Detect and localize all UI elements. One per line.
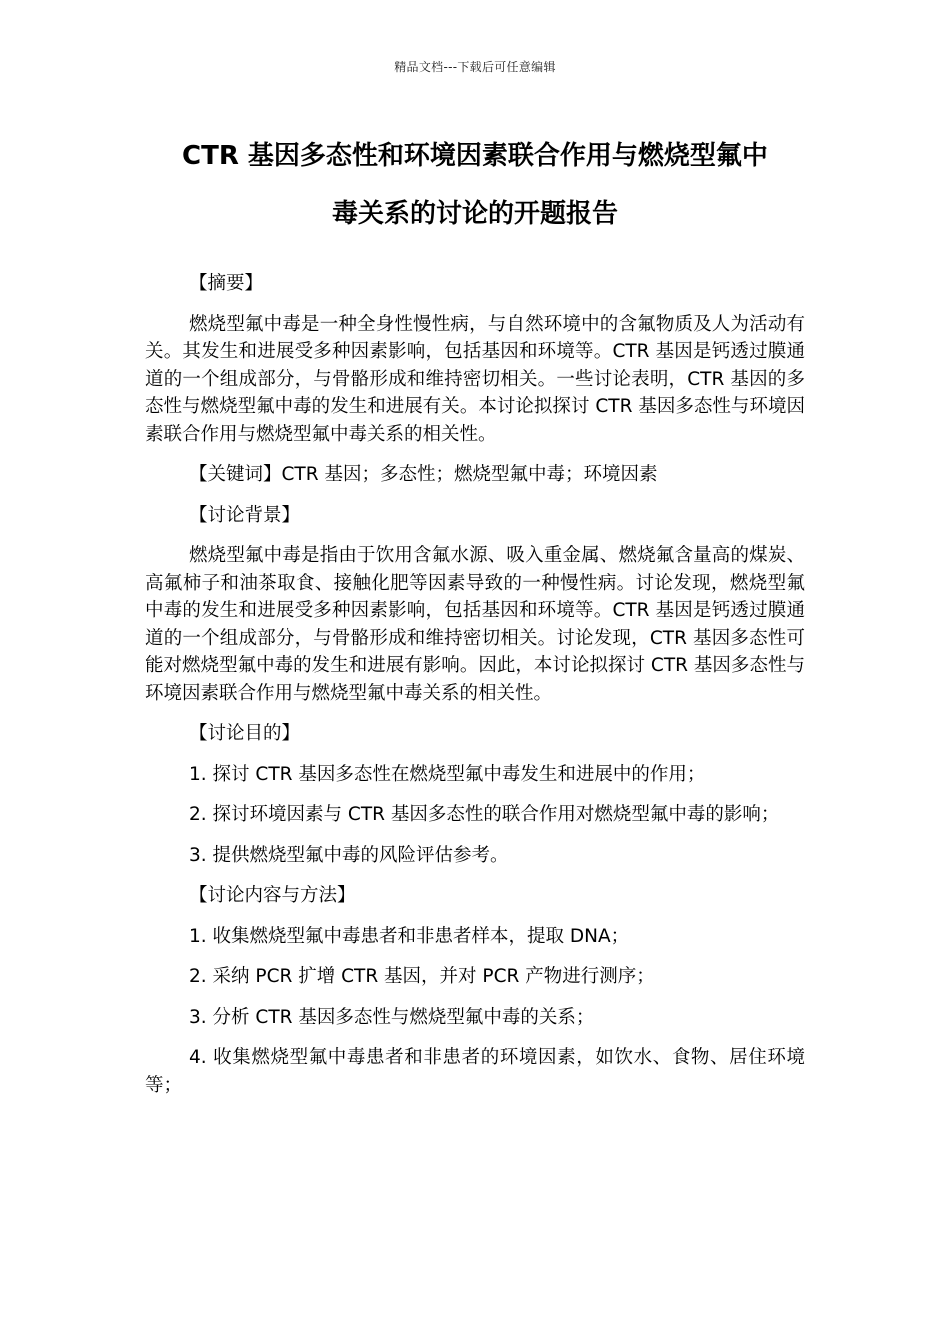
methods-item: 2. 采纳 PCR 扩增 CTR 基因，并对 PCR 产物进行测序； [189, 966, 655, 987]
abstract-heading: 【摘要】 [189, 273, 264, 294]
purpose-item: 2. 探讨环境因素与 CTR 基因多态性的联合作用对燃烧型氟中毒的影响； [189, 804, 780, 825]
page-header: 精品文档---下载后可任意编辑 [394, 60, 556, 74]
title-line-1: CTR 基因多态性和环境因素联合作用与燃烧型氟中 [182, 141, 768, 171]
methods-item: 1. 收集燃烧型氟中毒患者和非患者样本，提取 DNA； [189, 925, 630, 947]
methods-heading: 【讨论内容与方法】 [189, 885, 356, 906]
keywords-line: 【关键词】CTR 基因；多态性；燃烧型氟中毒；环境因素 [189, 464, 658, 485]
purpose-item: 3. 提供燃烧型氟中毒的风险评估参考。 [189, 844, 509, 866]
abstract-paragraph: 燃烧型氟中毒是一种全身性慢性病，与自然环境中的含氟物质及人为活动有关。其发生和进展受多种因素影响，包括基因和环境等。CTR 基因是钙透过膜通道的一个组成部分，与骨骼形成和维持密切相关。一些讨论表明，CTR 基因的多态性与燃烧型氟中毒的发生和进展有关。本讨论拟探讨 CTR 基因多态性与环境因素联合作用与燃烧型氟中毒关系的相关性。 [145, 313, 805, 445]
methods-item: 4. 收集燃烧型氟中毒患者和非患者的环境因素，如饮水、食物、居住环境等； [145, 1047, 805, 1096]
background-heading: 【讨论背景】 [189, 504, 301, 526]
purpose-item: 1. 探讨 CTR 基因多态性在燃烧型氟中毒发生和进展中的作用； [189, 763, 706, 785]
purpose-heading: 【讨论目的】 [189, 723, 301, 744]
methods-item: 3. 分析 CTR 基因多态性与燃烧型氟中毒的关系； [189, 1006, 595, 1028]
title-line-2: 毒关系的讨论的开题报告 [331, 199, 618, 229]
background-paragraph: 燃烧型氟中毒是指由于饮用含氟水源、吸入重金属、燃烧氟含量高的煤炭、高氟柿子和油茶取食、接触化肥等因素导致的一种慢性病。讨论发现，燃烧型氟中毒的发生和进展受多种因素影响，包括基因和环境等。CTR 基因是钙透过膜通道的一个组成部分，与骨骼形成和维持密切相关。讨论发现，CTR 基因多态性可能对燃烧型氟中毒的发生和进展有影响。因此，本讨论拟探讨 CTR 基因多态性与环境因素联合作用与燃烧型氟中毒关系的相关性。 [145, 545, 805, 704]
document-body [145, 270, 805, 1099]
